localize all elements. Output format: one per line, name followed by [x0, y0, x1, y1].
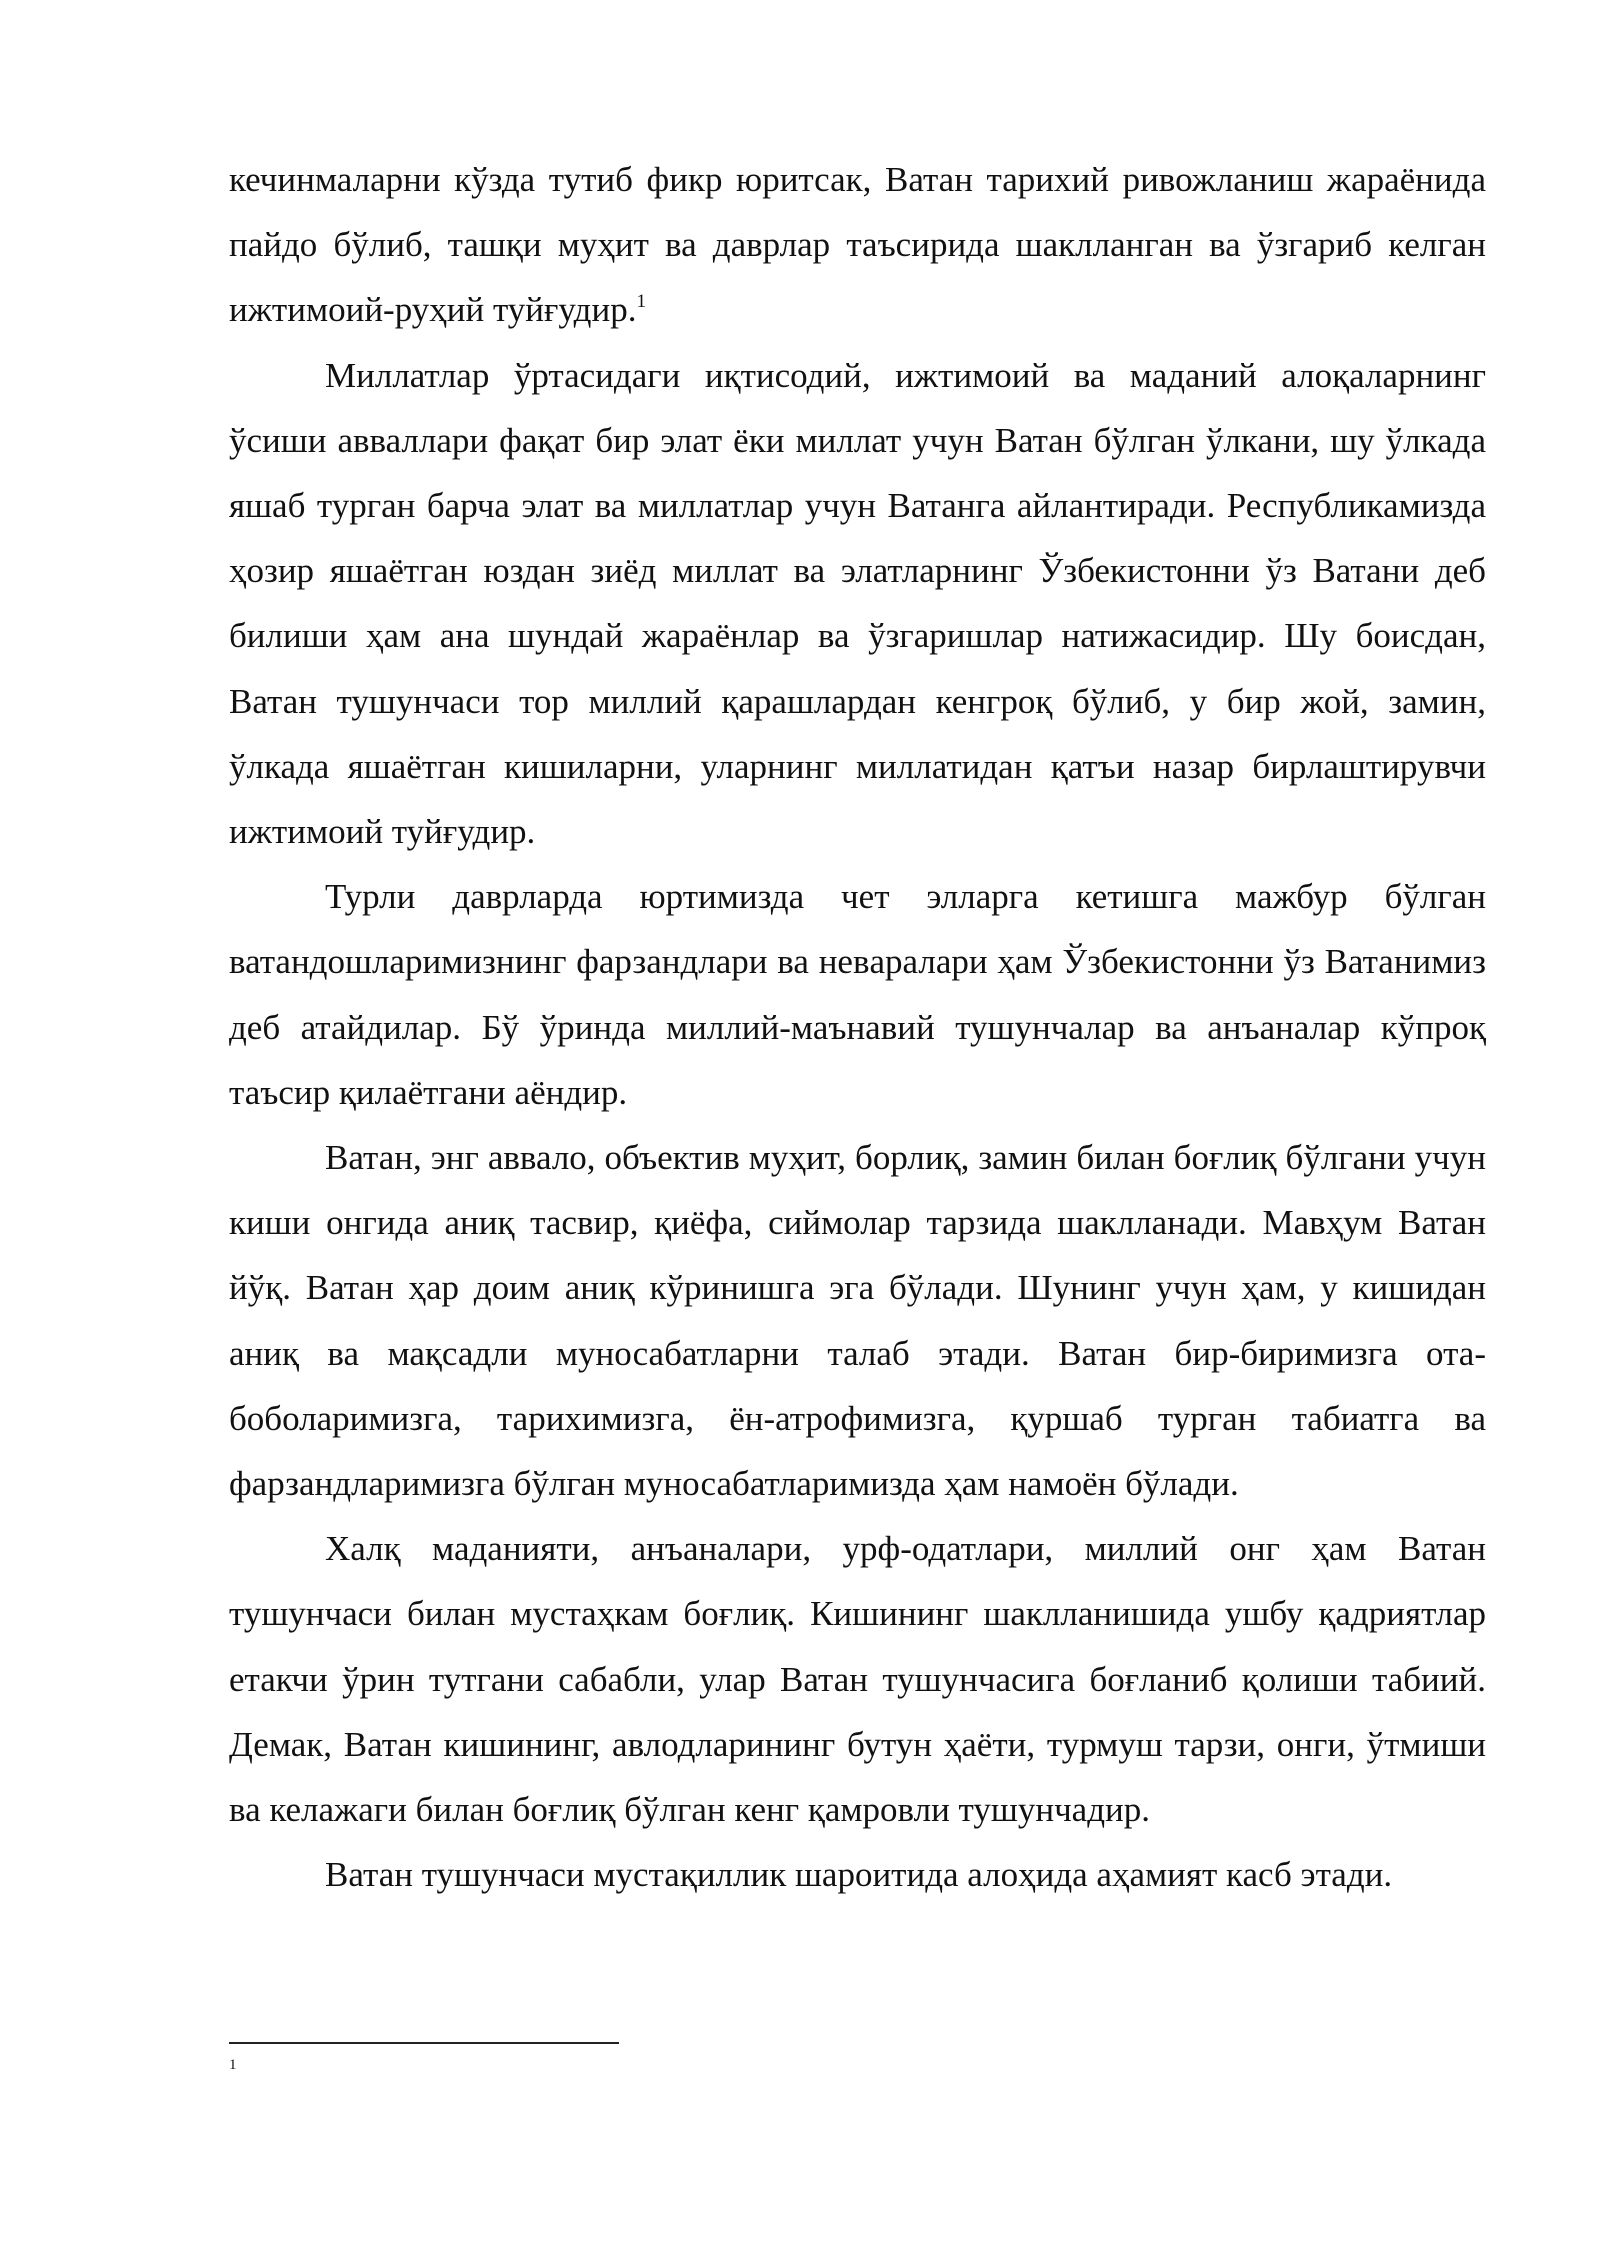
paragraph-4: Ватан, энг аввало, объектив муҳит, борлиқ, замин билан боғлиқ бўлгани учун киши онгида аниқ тасвир, қиёфа, сиймолар тарзида шаклланади. Мавҳум Ватан йўқ. Ватан ҳар доим аниқ кўринишга эга бўлади. Шунинг учун ҳам, у кишидан аниқ ва мақсадли муносабатларни талаб этади. Ватан бир-биримизга ота-боболаримизга, тарихимизга, ён-атрофимизга, қуршаб турган табиатга ва фарзандларимизга бўлган муносабатларимизда ҳам намоён бўлади. [229, 1138, 1486, 1504]
footnote-number: 1 [229, 2057, 237, 2073]
paragraph-3: Турли даврларда юртимизда чет элларга кетишга мажбур бўлган ватандошларимизнинг фарзандлари ва невaралари ҳам Ўзбекистонни ўз Ватанимиз деб атайдилар. Бў ўринда миллий-маънавий тушунчалар ва анъаналар кўпроқ таъсир қилаётгани аёндир. [229, 877, 1486, 1112]
footnote-separator [229, 2042, 619, 2044]
paragraph-1 [229, 147, 1486, 343]
paragraph-1-text: кечинмаларни кўзда тутиб фикр юритсак, Ватан тарихий ривожланиш жараёнида пайдо бўлиб, ташқи муҳит ва даврлар таъсирида шаклланган ва ўзгариб келган ижтимоий-руҳий туйғудир. [229, 160, 1486, 330]
paragraph-5: Халқ маданияти, анъаналари, урф-одатлари, миллий онг ҳам Ватан тушунчаси билан мустаҳкам боғлиқ. Кишининг шаклланишида ушбу қадриятлар етакчи ўрин тутгани сабабли, улар Ватан тушунчасига боғланиб қолиши табиий. Демак, Ватан кишининг, авлодларининг бутун ҳаёти, турмуш тарзи, онги, ўтмиши ва келажаги билан боғлиқ бўлган кенг қамровли тушунчадир. [229, 1529, 1486, 1830]
paragraph-2: Миллатлар ўртасидаги иқтисодий, ижтимоий ва маданий алоқаларнинг ўсиши авваллари фақат бир элат ёки миллат учун Ватан бўлган ўлкани, шу ўлкада яшаб турган барча элат ва миллатлар учун Ватанга айлантиради. Республикамизда ҳозир яшаётган юздан зиёд миллат ва элатларнинг Ўзбекистонни ўз Ватани деб билиши ҳам ана шундай жараёнлар ва ўзгаришлар натижасидир. Шу боисдан, Ватан тушунчаси тор миллий қарашлардан кенгроқ бўлиб, у бир жой, замин, ўлкада яшаётган кишиларни, уларнинг миллатидан қатъи назар бирлаштирувчи ижтимоий туйғудир. [229, 355, 1486, 852]
document-body [229, 147, 1486, 1907]
footnote-reference[interactable]: 1 [636, 290, 646, 312]
footnote [229, 2056, 237, 2074]
paragraph-6: Ватан тушунчаси мустақиллик шароитида алоҳида аҳамият касб этади. [325, 1855, 1393, 1895]
